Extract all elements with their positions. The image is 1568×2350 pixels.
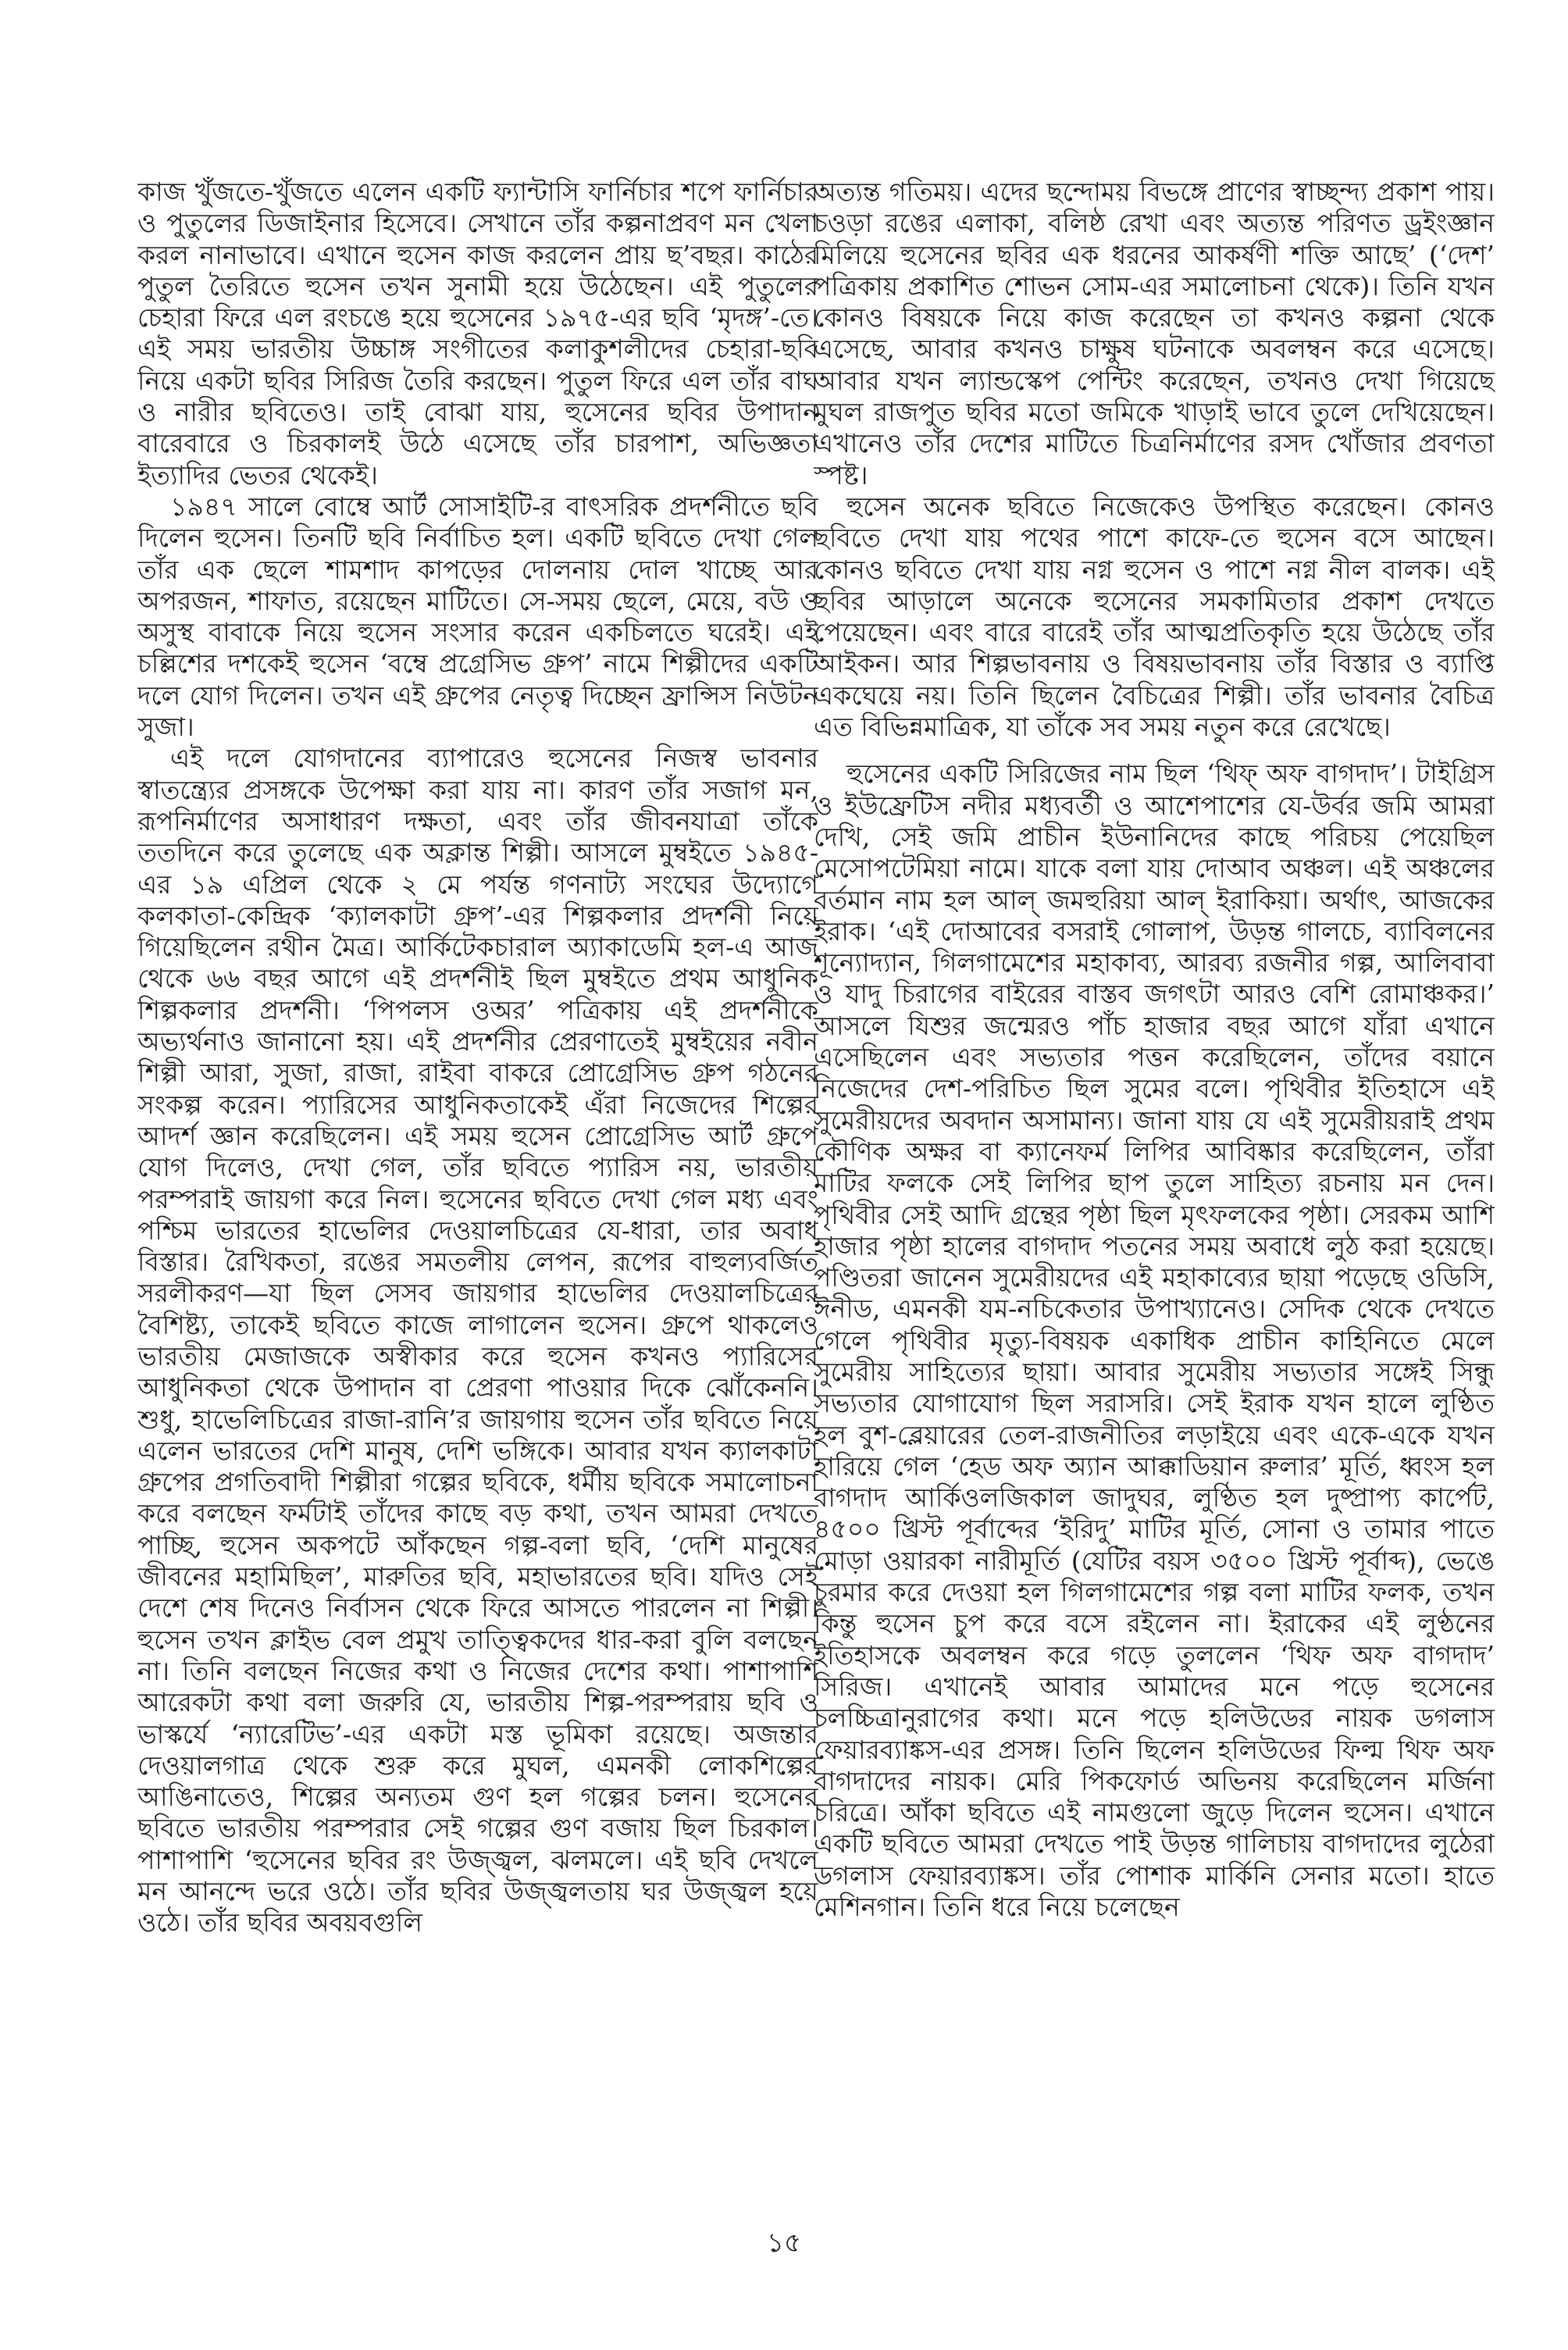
paragraph: অত্যন্ত গতিময়। এদের ছন্দোময় বিভঙ্গে প্রাণের স্বাচ্ছন্দ্য প্রকাশ পায়। চওড়া রঙের এলাকা, বলিষ্ঠ রেখা এবং অত্যন্ত পরিণত ড্রইংজ্ঞান মিলিয়ে হুসেনের ছবির এক ধরনের আকর্ষণী শক্তি আছে’ (‘দেশ’ পত্রিকায় প্রকাশিত শোভন সোম-এর সমালোচনা থেকে)। তিনি যখন কোনও বিষয়কে নিয়ে কাজ করেছেন তা কখনও কল্পনা থেকে এসেছে, আবার কখনও চাক্ষুষ ঘটনাকে অবলম্বন করে এসেছে। আবার যখন ল্যান্ডস্কেপ পেন্টিং করেছেন, তখনও দেখা গিয়েছে মুঘল রাজপুত ছবির মতো জমিকে খাড়াই ভাবে তুলে দেখিয়েছেন। এখানেও তাঁর দেশের মাটিতে চিত্রনির্মাণের রসদ খোঁজার প্রবণতা স্পষ্ট। [814,177,1495,490]
paragraph: হুসেনের একটি সিরিজের নাম ছিল ‘থিফ্ অফ বাগদাদ’। টাইগ্রিস ও ইউফ্রেটিস নদীর মধ্যবর্তী ও আশেপাশের যে-উর্বর জমি আমরা দেখি, সেই জমি প্রাচীন ইউনানিদের কাছে পরিচয় পেয়েছিল মেসোপটেমিয়া নামে। যাকে বলা যায় দোআব অঞ্চল। এই অঞ্চলের বর্তমান নাম হল আল্ জমহুরিয়া আল্ ইরাকিয়া। অর্থাৎ, আজকের ইরাক। ‘এই দোআবের বসরাই গোলাপ, উড়ন্ত গালচে, ব্যাবিলনের শূন্যোদ্যান, গিলগামেশের মহাকাব্য, আরব্য রজনীর গল্প, আলিবাবা ও যাদু চিরাগের বাইরের বাস্তব জগৎটা আরও বেশি রোমাঞ্চকর।’ আসলে যিশুর জন্মেরও পাঁচ হাজার বছর আগে যাঁরা এখানে এসেছিলেন এবং সভ্যতার পত্তন করেছিলেন, তাঁদের বয়ানে নিজেদের দেশ-পরিচিত ছিল সুমের বলে। পৃথিবীর ইতিহাসে এই সুমেরীয়দের অবদান অসামান্য। জানা যায় যে এই সুমেরীয়রাই প্রথম কৌণিক অক্ষর বা ক্যানেফর্ম লিপির আবিষ্কার করেছিলেন, তাঁরা মাটির ফলকে সেই লিপির ছাপ তুলে সাহিত্য রচনায় মন দেন। পৃথিবীর সেই আদি গ্রন্থের পৃষ্ঠা ছিল মৃৎফলকের পৃষ্ঠা। সেরকম আশি হাজার পৃষ্ঠা হালের বাগদাদ পতনের সময় অবাধে লুঠ করা হয়েছে। পণ্ডিতরা জানেন সুমেরীয়দের এই মহাকাব্যের ছায়া পড়েছে ওডিসি, ঈনীড, এমনকী যম-নচিকেতার উপাখ্যানেও। সেদিক থেকে দেখতে গেলে পৃথিবীর মৃত্যু-বিষয়ক একাধিক প্রাচীন কাহিনিতে মেলে সুমেরীয় সাহিত্যের ছায়া। আবার সুমেরীয় সভ্যতার সঙ্গেই সিন্ধু সভ্যতার যোগাযোগ ছিল সরাসরি। সেই ইরাক যখন হালে লুণ্ঠিত হল বুশ-ব্লেয়ারের তেল-রাজনীতির লড়াইয়ে এবং একে-একে যখন হারিয়ে গেল ‘হেড অফ অ্যান আক্কাডিয়ান রুলার’ মূর্তি, ধ্বংস হল বাগদাদ আর্কিওলজিকাল জাদুঘর, লুণ্ঠিত হল দুষ্প্রাপ্য কার্পেট, ৪৫০০ খ্রিস্ট পূর্বাব্দের ‘ইরিদু’ মাটির মূর্তি, সোনা ও তামার পাতে মোড়া ওয়ারকা নারীমূর্তি (যেটির বয়স ৩৫০০ খ্রিস্ট পূর্বাব্দ), ভেঙে চুরমার করে দেওয়া হল গিলগামেশের গল্প বলা মাটির ফলক, তখন কিন্তু হুসেন চুপ করে বসে রইলেন না। ইরাকের এই লুণ্ঠনের ইতিহাসকে অবলম্বন করে গড়ে তুললেন ‘থিফ অফ বাগদাদ’ সিরিজ। এখানেই আবার আমাদের মনে পড়ে হুসেনের চলচ্চিত্রানুরাগের কথা। মনে পড়ে হলিউডের নায়ক ডগলাস ফেয়ারব্যাঙ্কস-এর প্রসঙ্গ। তিনি ছিলেন হলিউডের ফিল্ম থিফ অফ বাগদাদের নায়ক। মেরি পিকফোর্ড অভিনয় করেছিলেন মর্জিনা চরিত্রে। আঁকা ছবিতে এই নামগুলো জুড়ে দিলেন হুসেন। এখানে একটি ছবিতে আমরা দেখতে পাই উড়ন্ত গালিচায় বাগদাদের লুঠেরা ডগলাস ফেয়ারব্যাঙ্কস। তাঁর পোশাক মার্কিনি সেনার মতো। হাতে মেশিনগান। তিনি ধরে নিয়ে চলেছেন [814,758,1495,1923]
paragraph: এই দলে যোগদানের ব্যাপারেও হুসেনের নিজস্ব ভাবনার স্বাতন্ত্র্যের প্রসঙ্গকে উপেক্ষা করা যায় না। কারণ তাঁর সজাগ মন, রূপনির্মাণের অসাধারণ দক্ষতা, এবং তাঁর জীবনযাত্রা তাঁকে ততদিনে করে তুলেছে এক অক্লান্ত শিল্পী। আসলে মুম্বইতে ১৯৪৫-এর ১৯ এপ্রিল থেকে ২ মে পর্যন্ত গণনাট্য সংঘের উদ্যোগে কলকাতা-কেন্দ্রিক ‘ক্যালকাটা গ্রুপ’-এর শিল্পকলার প্রদর্শনী নিয়ে গিয়েছিলেন রথীন মৈত্র। আর্কিটেকচারাল অ্যাকাডেমি হল-এ আজ থেকে ৬৬ বছর আগে এই প্রদর্শনীই ছিল মুম্বইতে প্রথম আধুনিক শিল্পকলার প্রদর্শনী। ‘পিপলস ওঅর’ পত্রিকায় এই প্রদর্শনীকে অভ্যর্থনাও জানানো হয়। এই প্রদর্শনীর প্রেরণাতেই মুম্বইয়ের নবীন শিল্পী আরা, সুজা, রাজা, রাইবা বাকরে প্রোগ্রেসিভ গ্রুপ গঠনের সংকল্প করেন। প্যারিসের আধুনিকতাকেই এঁরা নিজেদের শিল্পের আদর্শ জ্ঞান করেছিলেন। এই সময় হুসেন প্রোগ্রেসিভ আর্ট গ্রুপে যোগ দিলেও, দেখা গেল, তাঁর ছবিতে প্যারিস নয়, ভারতীয় পরম্পরাই জায়গা করে নিল। হুসেনের ছবিতে দেখা গেল মধ্য এবং পশ্চিম ভারতের হাভেলির দেওয়ালচিত্রের যে-ধারা, তার অবাধ বিস্তার। রৈখিকতা, রঙের সমতলীয় লেপন, রূপের বাহুল্যবর্জিত সরলীকরণ—যা ছিল সেসব জায়গার হাভেলির দেওয়ালচিত্রের বৈশিষ্ট্য, তাকেই ছবিতে কাজে লাগালেন হুসেন। গ্রুপে থাকলেও ভারতীয় মেজাজকে অস্বীকার করে হুসেন কখনও প্যারিসের আধুনিকতা থেকে উপাদান বা প্রেরণা পাওয়ার দিকে ঝোঁকেননি। শুধু, হাভেলিচিত্রের রাজা-রানি’র জায়গায় হুসেন তাঁর ছবিতে নিয়ে এলেন ভারতের দেশি মানুষ, দেশি ভঙ্গিকে। আবার যখন ক্যালকাটা গ্রুপের প্রগতিবাদী শিল্পীরা গল্পের ছবিকে, ধর্মীয় ছবিকে সমালোচনা করে বলছেন ফর্মটাই তাঁদের কাছে বড় কথা, তখন আমরা দেখতে পাচ্ছি, হুসেন অকপটে আঁকছেন গল্প-বলা ছবি, ‘দেশি মানুষের জীবনের মহামিছিল’, মারুতির ছবি, মহাভারতের ছবি। যদিও সেই দেশে শেষ দিনেও নির্বাসন থেকে ফিরে আসতে পারলেন না শিল্পী। হুসেন তখন ক্লাইভ বেল প্রমুখ তাত্ত্বিকদের ধার-করা বুলি বলছেন না। তিনি বলছেন নিজের কথা ও নিজের দেশের কথা। পাশাপাশি আরেকটা কথা বলা জরুরি যে, ভারতীয় শিল্প-পরম্পরায় ছবি ও ভাস্কর্যে ‘ন্যারেটিভ’-এর একটা মস্ত ভূমিকা রয়েছে। অজন্তার দেওয়ালগাত্র থেকে শুরু করে মুঘল, এমনকী লোকশিল্পের আঙিনাতেও, শিল্পের অন্যতম গুণ হল গল্পের চলন। হুসেনের ছবিতে ভারতীয় পরম্পরার সেই গল্পের গুণ বজায় ছিল চিরকাল। পাশাপাশি ‘হুসেনের ছবির রং উজ্জ্বল, ঝলমলে। এই ছবি দেখলে মন আনন্দে ভরে ওঠে। তাঁর ছবির উজ্জ্বলতায় ঘর উজ্জ্বল হয়ে ওঠে। তাঁর ছবির অবয়বগুলি [137,743,818,1938]
right-text-column [814,177,1495,2184]
paragraph: ১৯৪৭ সালে বোম্বে আর্ট সোসাইটি-র বাৎসরিক প্রদর্শনীতে ছবি দিলেন হুসেন। তিনটি ছবি নির্বাচিত হল। একটি ছবিতে দেখা গেল তাঁর এক ছেলে শামশাদ কাপড়ের দোলনায় দোল খাচ্ছে আর অপরজন, শাফাত, রয়েছেন মাটিতে। সে-সময় ছেলে, মেয়ে, বউ ও অসুস্থ বাবাকে নিয়ে হুসেন সংসার করেন একচিলতে ঘরেই। এই চল্লিশের দশকেই হুসেন ‘বম্বে প্রগ্রেসিভ গ্রুপ’ নামে শিল্পীদের একটি দলে যোগ দিলেন। তখন এই গ্রুপের নেতৃত্ব দিচ্ছেন ফ্রান্সিস নিউটন সুজা। [137,490,818,743]
left-text-column [137,177,818,2184]
paragraph: কাজ খুঁজতে-খুঁজতে এলেন একটি ফ্যান্টাসি ফার্নিচার শপে ফার্নিচার ও পুতুলের ডিজাইনার হিসেবে। সেখানে তাঁর কল্পনাপ্রবণ মন খেলা করল নানাভাবে। এখানে হুসেন কাজ করলেন প্রায় ছ’বছর। কাঠের পুতুল তৈরিতে হুসেন তখন সুনামী হয়ে উঠেছেন। এই পুতুলের চেহারা ফিরে এল রংচঙে হয়ে হুসেনের ১৯৭৫-এর ছবি ‘মৃদঙ্গ’-তে। এই সময় ভারতীয় উচ্চাঙ্গ সংগীতের কলাকুশলীদের চেহারা-ছবি নিয়ে একটা ছবির সিরিজ তৈরি করছেন। পুতুল ফিরে এল তাঁর বাঘ ও নারীর ছবিতেও। তাই বোঝা যায়, হুসেনের ছবির উপাদান বারেবারে ও চিরকালই উঠে এসেছে তাঁর চারপাশ, অভিজ্ঞতা ইত্যাদির ভেতর থেকেই। [137,177,818,490]
paragraph: হুসেন অনেক ছবিতে নিজেকেও উপস্থিত করেছেন। কোনও ছবিতে দেখা যায় পথের পাশে কাফে-তে হুসেন বসে আছেন। কোনও ছবিতে দেখা যায় নগ্ন হুসেন ও পাশে নগ্ন নীল বালক। এই ছবির আড়ালে অনেকে হুসেনের সমকামিতার প্রকাশ দেখতে পেয়েছেন। এবং বারে বারেই তাঁর আত্মপ্রতিকৃতি হয়ে উঠেছে তাঁর আইকন। আর শিল্পভাবনায় ও বিষয়ভাবনায় তাঁর বিস্তার ও ব্যাপ্তি একঘেয়ে নয়। তিনি ছিলেন বৈচিত্রের শিল্পী। তাঁর ভাবনার বৈচিত্র এত বিভিন্নমাত্রিক, যা তাঁকে সব সময় নতুন করে রেখেছে। [814,490,1495,743]
page-number: ১৫ [766,2227,802,2259]
